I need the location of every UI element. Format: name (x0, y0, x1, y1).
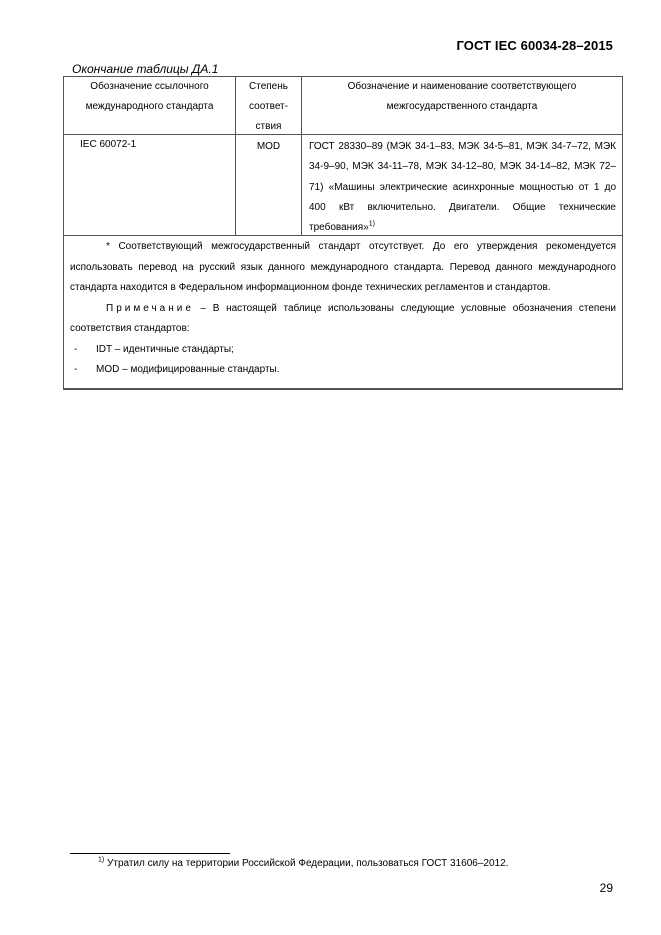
list-item: - IDT – идентичные стандарты; (74, 343, 234, 355)
list-item: - MOD – модифицированные стандарты. (74, 364, 280, 375)
header-divider (64, 134, 622, 135)
standards-table (63, 76, 623, 390)
page-number: 29 (599, 881, 613, 895)
note-label: Примечание (106, 302, 194, 314)
document-header-title: ГОСТ IEC 60034-28–2015 (456, 38, 613, 53)
header-cell-ref: Обозначение ссылочного международного стандарта (85, 81, 214, 112)
table-caption: Окончание таблицы ДА.1 (72, 62, 219, 76)
footnote-marker: 1) (368, 220, 375, 228)
header-cell-degree: Степень соответ- ствия (249, 81, 288, 132)
footnote: $^{1)}$ Утратил силу на территории Российской Федерации, пользоваться ГОСТ 31606–2012. (98, 856, 509, 869)
ref-standard-cell: IEC 60072-1 (80, 139, 137, 150)
asterisk-note: * Соответствующий межгосударственный стандарт отсутствует. До его утверждения рекомендуется использовать перевод на русский язык данного международного стандарта. Перевод данного международного стандарта находится в Федеральном информационном фонде технических регламентов и стандартов. (70, 241, 616, 293)
footnote-separator (70, 853, 230, 854)
header-cell-interstate: Обозначение и наименование соответствующего межгосударственного стандарта (347, 81, 577, 112)
degree-cell: MOD (256, 141, 281, 152)
table-notes (70, 237, 616, 381)
interstate-standard-cell: ГОСТ 28330–89 (МЭК 34-1–83, МЭК 34-5–81, МЭК 34-7–72, МЭК 34-9–90, МЭК 34-11–78, МЭК 34-12–80, МЭК 34-14–82, МЭК 72–71) «Машины электрические асинхронные мощностью от 1 до 400 кВт включительно. Двигатели. Общие технические требования»$^{1)}$ (309, 141, 616, 234)
note-paragraph: Примечание – В настоящей таблице использованы следующие условные обозначения степени соответствия стандартов: (70, 302, 617, 334)
